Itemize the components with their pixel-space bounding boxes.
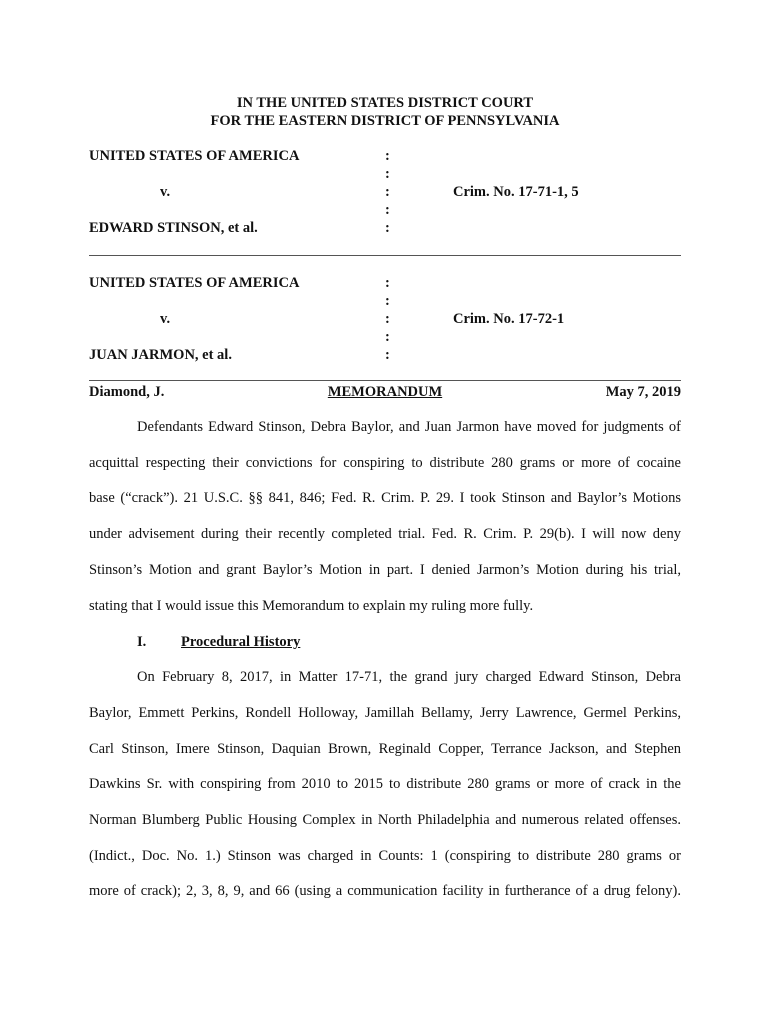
case2-number: Crim. No. 17-72-1 — [453, 311, 565, 327]
caption-colon: : — [385, 347, 390, 363]
case2-plaintiff: UNITED STATES OF AMERICA — [89, 275, 300, 291]
caption-colon: : — [385, 184, 390, 200]
paragraph-line: On February 8, 2017, in Matter 17-71, the grand jury charged Edward Stinson, Debra — [137, 669, 681, 685]
memo-divider — [89, 380, 681, 381]
caption-colon: : — [385, 220, 390, 236]
case2-defendant: JUAN JARMON, et al. — [89, 347, 232, 363]
court-heading-line1: IN THE UNITED STATES DISTRICT COURT — [236, 95, 534, 111]
caption-colon: : — [385, 329, 390, 345]
caption-colon: : — [385, 166, 390, 182]
paragraph-line: acquittal respecting their convictions for conspiring to distribute 280 grams or more of cocaine — [89, 455, 681, 471]
paragraph-line: Stinson’s Motion and grant Baylor’s Motion in part. I denied Jarmon’s Motion during his trial, — [89, 562, 681, 578]
paragraph-line: under advisement during their recently completed trial. Fed. R. Crim. P. 29(b). I will now deny — [89, 526, 681, 542]
paragraph-line: stating that I would issue this Memorandum to explain my ruling more fully. — [89, 598, 534, 614]
case1-versus: v. — [160, 184, 171, 200]
court-heading-line2: FOR THE EASTERN DISTRICT OF PENNSYLVANIA — [210, 113, 560, 129]
case1-number: Crim. No. 17-71-1, 5 — [453, 184, 579, 200]
paragraph-line: (Indict., Doc. No. 1.) Stinson was charged in Counts: 1 (conspiring to distribute 280 grams or — [89, 848, 681, 864]
paragraph-line: Norman Blumberg Public Housing Complex in North Philadelphia and numerous related offenses. — [89, 812, 681, 828]
paragraph-line: Dawkins Sr. with conspiring from 2010 to 2015 to distribute 280 grams or more of crack in the — [89, 776, 681, 792]
case1-plaintiff: UNITED STATES OF AMERICA — [89, 148, 300, 164]
case2-versus: v. — [160, 311, 171, 327]
judge-name: Diamond, J. — [89, 384, 165, 400]
section-number: I. — [137, 634, 147, 650]
memo-title: MEMORANDUM — [327, 384, 443, 400]
section-heading — [137, 633, 300, 651]
caption-colon: : — [385, 293, 390, 309]
paragraph-line: more of crack); 2, 3, 8, 9, and 66 (using a communication facility in furtherance of a drug felony). — [89, 883, 681, 899]
case1-defendant: EDWARD STINSON, et al. — [89, 220, 258, 236]
caption-colon: : — [385, 148, 390, 164]
caption-colon: : — [385, 275, 390, 291]
caption-colon: : — [385, 202, 390, 218]
section-title: Procedural History — [181, 634, 301, 650]
paragraph-line: Baylor, Emmett Perkins, Rondell Holloway, Jamillah Bellamy, Jerry Lawrence, Germel Perkins, — [89, 705, 681, 721]
memo-date: May 7, 2019 — [605, 384, 681, 400]
paragraph-line: Defendants Edward Stinson, Debra Baylor, and Juan Jarmon have moved for judgments of — [137, 419, 681, 435]
caption-divider — [89, 255, 681, 256]
caption-colon: : — [385, 311, 390, 327]
paragraph-line: base (“crack”). 21 U.S.C. §§ 841, 846; Fed. R. Crim. P. 29. I took Stinson and Baylor’s Motions — [89, 490, 681, 506]
paragraph-line: Carl Stinson, Imere Stinson, Daquian Brown, Reginald Copper, Terrance Jackson, and Stephen — [89, 741, 681, 757]
